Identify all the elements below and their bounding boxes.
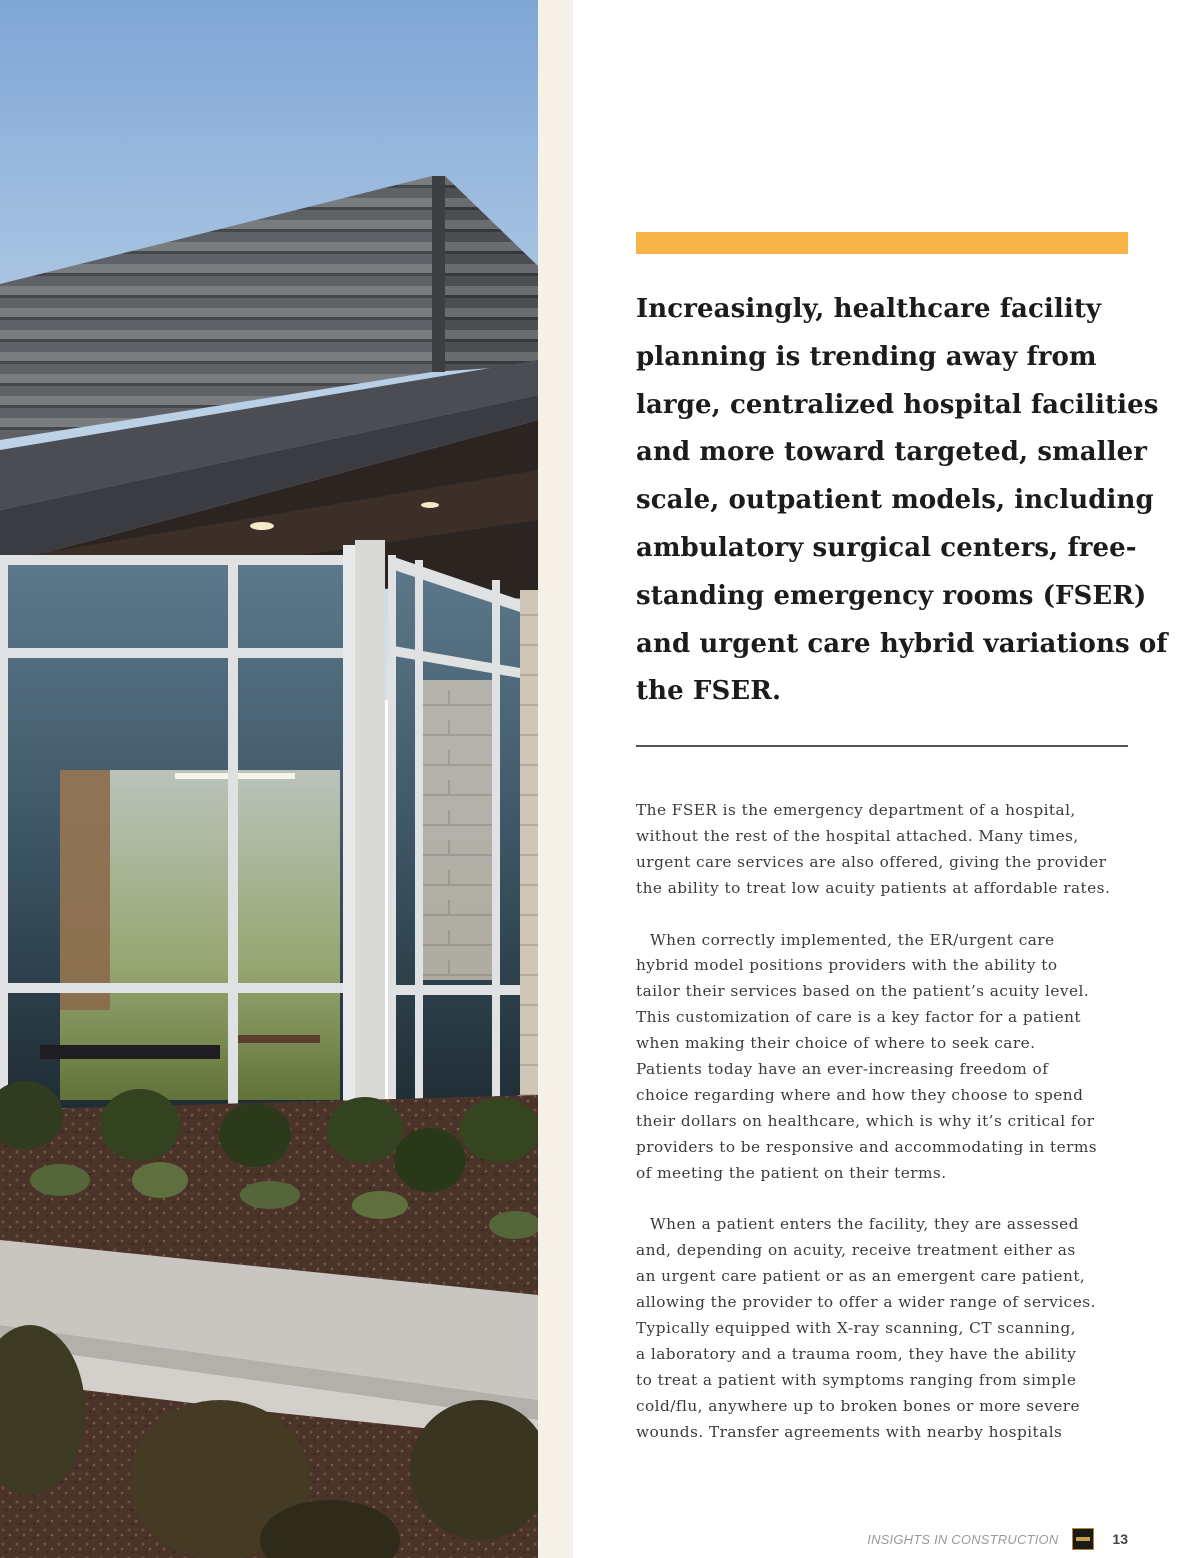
body-line: tailor their services based on the patient’s acuity level. [636, 982, 1090, 1001]
paragraph-1 [636, 798, 1136, 902]
cream-gutter [538, 0, 573, 1558]
pull-quote-line: planning is trending away from [636, 341, 1097, 372]
body-copy [636, 798, 1136, 1472]
body-line: Typically equipped with X-ray scanning, CT scanning, [636, 1319, 1076, 1338]
body-line: an urgent care patient or as an emergent care patient, [636, 1267, 1086, 1286]
pull-quote-line: scale, outpatient models, including [636, 485, 1154, 516]
pull-quote-line: Increasingly, healthcare facility [636, 294, 1102, 324]
body-line: to treat a patient with symptoms ranging from simple [636, 1370, 1077, 1389]
body-line: and, depending on acuity, receive treatment either as [636, 1241, 1076, 1260]
paragraph-3 [636, 1212, 1136, 1445]
pull-quote-line: the FSER. [636, 676, 782, 707]
body-line: hybrid model positions providers with the ability to [636, 956, 1058, 975]
page-number: 13 [1112, 1531, 1128, 1547]
accent-bar [636, 232, 1128, 254]
publication-logo-icon [1072, 1528, 1094, 1550]
body-line: of meeting the patient on their terms. [636, 1163, 947, 1182]
body-line: Patients today have an ever-increasing freedom of [636, 1060, 1049, 1079]
divider-rule [636, 745, 1128, 747]
building-photo [0, 0, 538, 1558]
pull-quote-line: and urgent care hybrid variations of [636, 628, 1168, 659]
body-line: This customization of care is a key factor for a patient [636, 1008, 1081, 1027]
pull-quote-line: and more toward targeted, smaller [636, 437, 1148, 468]
pull-quote [636, 286, 1168, 716]
body-line: When correctly implemented, the ER/urgent care [650, 930, 1055, 949]
body-line: When a patient enters the facility, they are assessed [650, 1215, 1079, 1234]
body-line: The FSER is the emergency department of a hospital, [636, 801, 1076, 819]
body-line: wounds. Transfer agreements with nearby hospitals [636, 1422, 1063, 1441]
body-line: when making their choice of where to seek care. [636, 1034, 1036, 1053]
body-line: without the rest of the hospital attached. Many times, [636, 826, 1079, 845]
body-line: their dollars on healthcare, which is why it’s critical for [636, 1111, 1095, 1130]
publication-name: INSIGHTS IN CONSTRUCTION [867, 1531, 1059, 1547]
body-line: a laboratory and a trauma room, they have the ability [636, 1345, 1077, 1363]
building-illustration [0, 0, 538, 1558]
body-line: providers to be responsive and accommodating in terms [636, 1137, 1098, 1156]
paragraph-2 [636, 928, 1136, 1187]
body-line: urgent care services are also offered, giving the provider [636, 852, 1107, 871]
body-line: the ability to treat low acuity patients at affordable rates. [636, 878, 1111, 897]
pull-quote-line: standing emergency rooms (FSER) [636, 580, 1147, 611]
page-footer [867, 1524, 1128, 1554]
body-line: cold/flu, anywhere up to broken bones or more severe [636, 1396, 1080, 1415]
body-line: allowing the provider to offer a wider range of services. [636, 1293, 1096, 1312]
body-line: choice regarding where and how they choose to spend [636, 1085, 1084, 1104]
pull-quote-line: large, centralized hospital facilities [636, 389, 1159, 420]
pull-quote-line: ambulatory surgical centers, free- [636, 532, 1137, 563]
